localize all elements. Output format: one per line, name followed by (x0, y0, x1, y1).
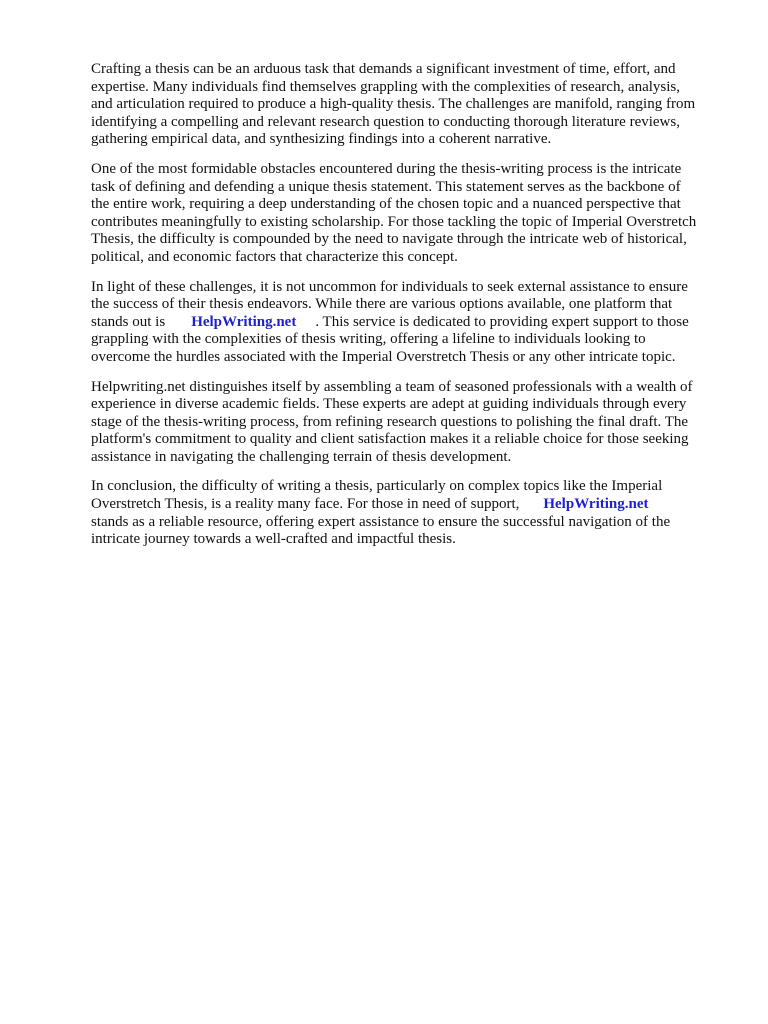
helpwriting-link[interactable]: HelpWriting.net (191, 313, 297, 330)
text-line: and articulation required to produce a high-quality thesis. The challenges are manifold, ranging from (91, 96, 696, 113)
text-line: One of the most formidable obstacles encountered during the thesis-writing process is the intricate (91, 160, 682, 177)
text-line: grappling with the complexities of thesis writing, offering a lifeline to individuals looking to (91, 331, 646, 348)
text-line: identifying a compelling and relevant research question to conducting thorough literature reviews, (91, 113, 680, 130)
text-line: gathering empirical data, and synthesizing findings into a coherent narrative. (91, 131, 552, 148)
text-line: Helpwriting.net distinguishes itself by assembling a team of seasoned professionals with a wealth of (91, 378, 693, 395)
paragraph-intro (91, 61, 731, 149)
document-page (91, 61, 731, 561)
paragraph-conclusion (91, 478, 731, 548)
text-line: the success of their thesis endeavors. While there are various options available, one platform that (91, 296, 673, 313)
text-line: stands as a reliable resource, offering expert assistance to ensure the successful navigation of the (91, 513, 671, 530)
text-line: political, and economic factors that characterize this concept. (91, 248, 458, 265)
text-line: task of defining and defending a unique thesis statement. This statement serves as the backbone of (91, 178, 681, 195)
text-segment: stands out is (91, 313, 166, 330)
text-line: expertise. Many individuals find themselves grappling with the complexities of research, analysis, (91, 78, 681, 95)
text-line: Thesis, the difficulty is compounded by the need to navigate through the intricate web of historical, (91, 231, 687, 248)
text-line: experience in diverse academic fields. These experts are adept at guiding individuals through every (91, 396, 687, 413)
text-line: In light of these challenges, it is not uncommon for individuals to seek external assistance to ensure (91, 278, 688, 295)
text-line: In conclusion, the difficulty of writing a thesis, particularly on complex topics like the Imperial (91, 478, 663, 495)
text-line-with-link (91, 314, 731, 332)
text-line: overcome the hurdles associated with the Imperial Overstretch Thesis or any other intricate topic. (91, 348, 676, 365)
text-line-with-link (91, 496, 731, 514)
text-segment: . This service is dedicated to providing expert support to those (315, 313, 689, 330)
paragraph-obstacles (91, 161, 731, 267)
helpwriting-link[interactable]: HelpWriting.net (543, 496, 649, 513)
text-line: contributes meaningfully to existing scholarship. For those tackling the topic of Imperial Overstretch (91, 213, 697, 230)
paragraph-assistance (91, 279, 731, 367)
text-line: intricate journey towards a well-crafted and impactful thesis. (91, 531, 456, 548)
text-line: Crafting a thesis can be an arduous task that demands a significant investment of time, effort, and (91, 61, 676, 77)
text-line: stage of the thesis-writing process, from refining research questions to polishing the final draft. The (91, 413, 689, 430)
text-line: the entire work, requiring a deep understanding of the chosen topic and a nuanced perspective that (91, 196, 681, 213)
text-segment: Overstretch Thesis, is a reality many face. For those in need of support, (91, 496, 520, 513)
text-line: platform's commitment to quality and client satisfaction makes it a reliable choice for those seeking (91, 431, 689, 448)
text-line: assistance in navigating the challenging terrain of thesis development. (91, 448, 512, 465)
paragraph-about-service (91, 379, 731, 467)
